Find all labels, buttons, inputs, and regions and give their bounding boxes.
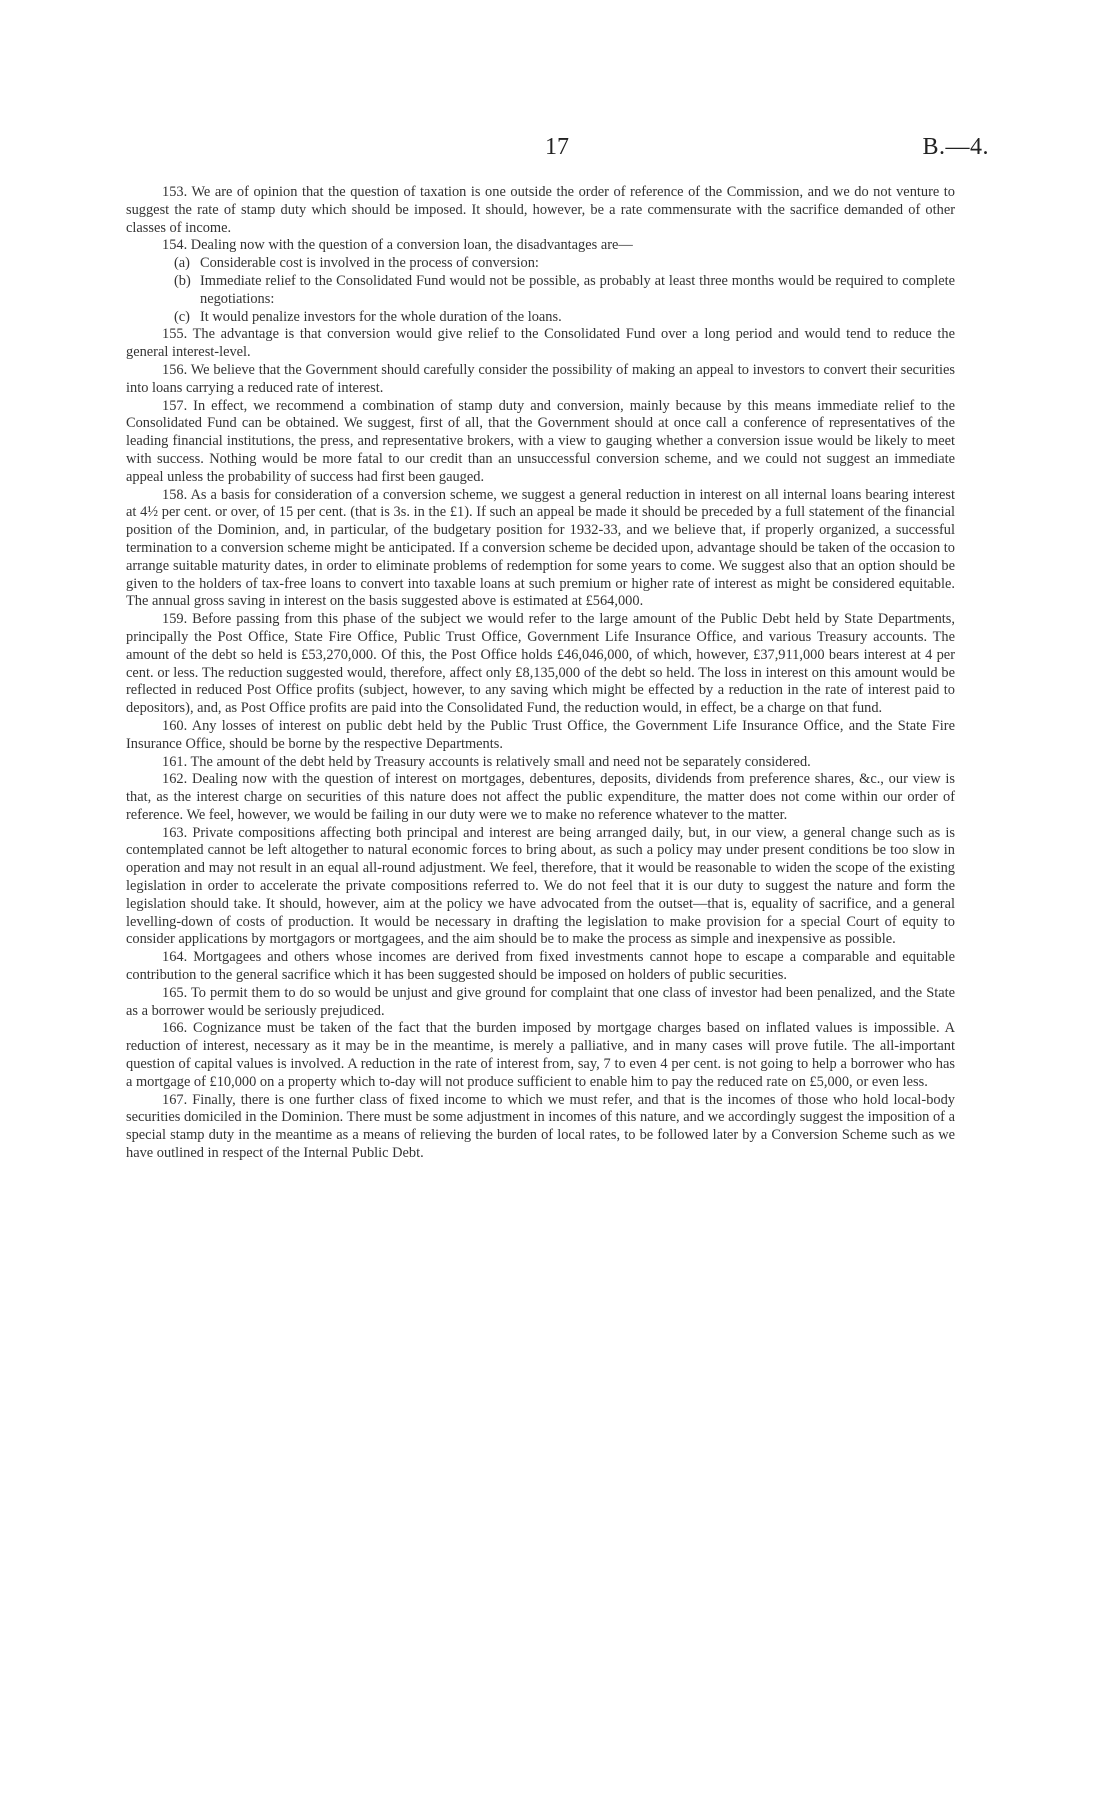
paragraph-161: 161. The amount of the debt held by Treasury accounts is relatively small and need not be separately considered. bbox=[162, 753, 811, 770]
series-code: B.—4. bbox=[922, 134, 989, 160]
paragraph-160: 160. Any losses of interest on public debt held by the Public Trust Office, the Government Life Insurance Office, and the State Fire Insurance Office, should be borne by the respective Departments. bbox=[126, 717, 955, 752]
list-item-a bbox=[126, 255, 955, 273]
list-label: (a) bbox=[174, 255, 190, 272]
paragraph-156: 156. We believe that the Government should carefully consider the possibility of making an appeal to investors to convert their securities into loans carrying a reduced rate of interest. bbox=[126, 361, 955, 396]
list-item-text: Immediate relief to the Consolidated Fund would not be possible, as probably at least three months would be required to complete negotiations: bbox=[200, 272, 955, 307]
page-number: 17 bbox=[545, 134, 569, 160]
list-label: (c) bbox=[174, 308, 190, 325]
paragraph-158: 158. As a basis for consideration of a conversion scheme, we suggest a general reduction in interest on all internal loans bearing interest at 4½ per cent. or over, of 15 per cent. (that is 3s. in the £1). If such an appeal be made it should be preceded by a full statement of the financial position of the Dominion, and, in particular, of the budgetary position for 1932-33, and we believe that, if properly organized, a successful termination to a conversion scheme might be anticipated. If a conversion scheme be decided upon, advantage should be taken of the occasion to arrange suitable maturity dates, in order to eliminate problems of redemption for some years to come. We suggest also that an option should be given to the holders of tax-free loans to convert into taxable loans at such premium or higher rate of interest as might be considered equitable. The annual gross saving in interest on the basis suggested above is estimated at £564,000. bbox=[126, 486, 955, 610]
paragraph-166: 166. Cognizance must be taken of the fact that the burden imposed by mortgage charges based on inflated values is impossible. A reduction of interest, necessary as it may be in the meantime, is merely a palliative, and in many cases will prove futile. The all-important question of capital values is involved. A reduction in the rate of interest from, say, 7 to even 4 per cent. is not going to help a borrower who has a mortgage of £10,000 on a property which to-day will not produce sufficient to enable him to pay the reduced rate on £5,000, or even less. bbox=[126, 1020, 955, 1090]
paragraph-157: 157. In effect, we recommend a combination of stamp duty and conversion, mainly because by this means immediate relief to the Consolidated Fund can be obtained. We suggest, first of all, that the Government should at once call a conference of representatives of the leading financial institutions, the press, and representative brokers, with a view to gauging whether a conversion issue would be likely to meet with success. Nothing would be more fatal to our credit than an unsuccessful conversion scheme, and we could not suggest an immediate appeal unless the probability of success had first been gauged. bbox=[126, 397, 955, 485]
list-item-text: Considerable cost is involved in the process of conversion: bbox=[200, 255, 539, 272]
list-item-b bbox=[126, 273, 955, 309]
list-item-text: It would penalize investors for the whole duration of the loans. bbox=[200, 308, 562, 325]
paragraph-163: 163. Private compositions affecting both principal and interest are being arranged daily, but, in our view, a general change such as is contemplated cannot be left altogether to natural economic forces to bring about, as such a policy may under present conditions be too slow in operation and may not result in an equal all-round adjustment. We feel, therefore, that it would be reasonable to widen the scope of the existing legislation in order to accelerate the private compositions referred to. We do not feel that it is our duty to suggest the nature and form the legislation should take. It should, however, aim at the policy we have advocated from the outset—that is, equality of sacrifice, and a general levelling-down of costs of production. It would be necessary in drafting the legislation to make provision for a special Court of equity to consider applications by mortgagors or mortgagees, and the aim should be to make the process as simple and inexpensive as possible. bbox=[126, 824, 955, 948]
paragraph-165: 165. To permit them to do so would be unjust and give ground for complaint that one class of investor had been penalized, and the State as a borrower would be seriously prejudiced. bbox=[126, 984, 955, 1019]
body-text bbox=[126, 184, 955, 1163]
paragraph-167: 167. Finally, there is one further class of fixed income to which we must refer, and that is the incomes of those who hold local-body securities domiciled in the Dominion. There must be some adjustment in incomes of this nature, and we accordingly suggest the imposition of a special stamp duty in the meantime as a means of relieving the burden of local rates, to be followed later by a Conversion Scheme such as we have outlined in respect of the Internal Public Debt. bbox=[126, 1091, 955, 1162]
list-label: (b) bbox=[174, 272, 191, 289]
paragraph-153: 153. We are of opinion that the question of taxation is one outside the order of reference of the Commission, and we do not venture to suggest the rate of stamp duty which should be imposed. It should, however, be a rate commensurate with the sacrifice demanded of other classes of income. bbox=[126, 184, 955, 236]
paragraph-154: 154. Dealing now with the question of a conversion loan, the disadvantages are— bbox=[162, 237, 633, 254]
paragraph-162: 162. Dealing now with the question of interest on mortgages, debentures, deposits, dividends from preference shares, &c., our view is that, as the interest charge on securities of this nature does not affect the public expenditure, the matter does not come within our order of reference. We feel, however, we would be failing in our duty were we to make no reference whatever to the matter. bbox=[126, 771, 955, 823]
paragraph-164: 164. Mortgagees and others whose incomes are derived from fixed investments cannot hope to escape a comparable and equitable contribution to the general sacrifice which it has been suggested should be imposed on holders of public securities. bbox=[126, 949, 955, 984]
list-item-c bbox=[126, 309, 955, 327]
paragraph-155: 155. The advantage is that conversion would give relief to the Consolidated Fund over a long period and would tend to reduce the general interest-level. bbox=[126, 326, 955, 361]
paragraph-159: 159. Before passing from this phase of the subject we would refer to the large amount of the Public Debt held by State Departments, principally the Post Office, State Fire Office, Public Trust Office, Government Life Insurance Office, and various Treasury accounts. The amount of the debt so held is £53,270,000. Of this, the Post Office holds £46,046,000, of which, however, £37,911,000 bears interest at 4 per cent. or less. The reduction suggested would, therefore, affect only £8,135,000 of the debt so held. The loss in interest on this amount would be reflected in reduced Post Office profits (subject, however, to any saving which might be effected by a reduction in the rate of interest paid to depositors), and, as Post Office profits are paid into the Consolidated Fund, the reduction would, in effect, be a charge on that fund. bbox=[126, 611, 955, 717]
